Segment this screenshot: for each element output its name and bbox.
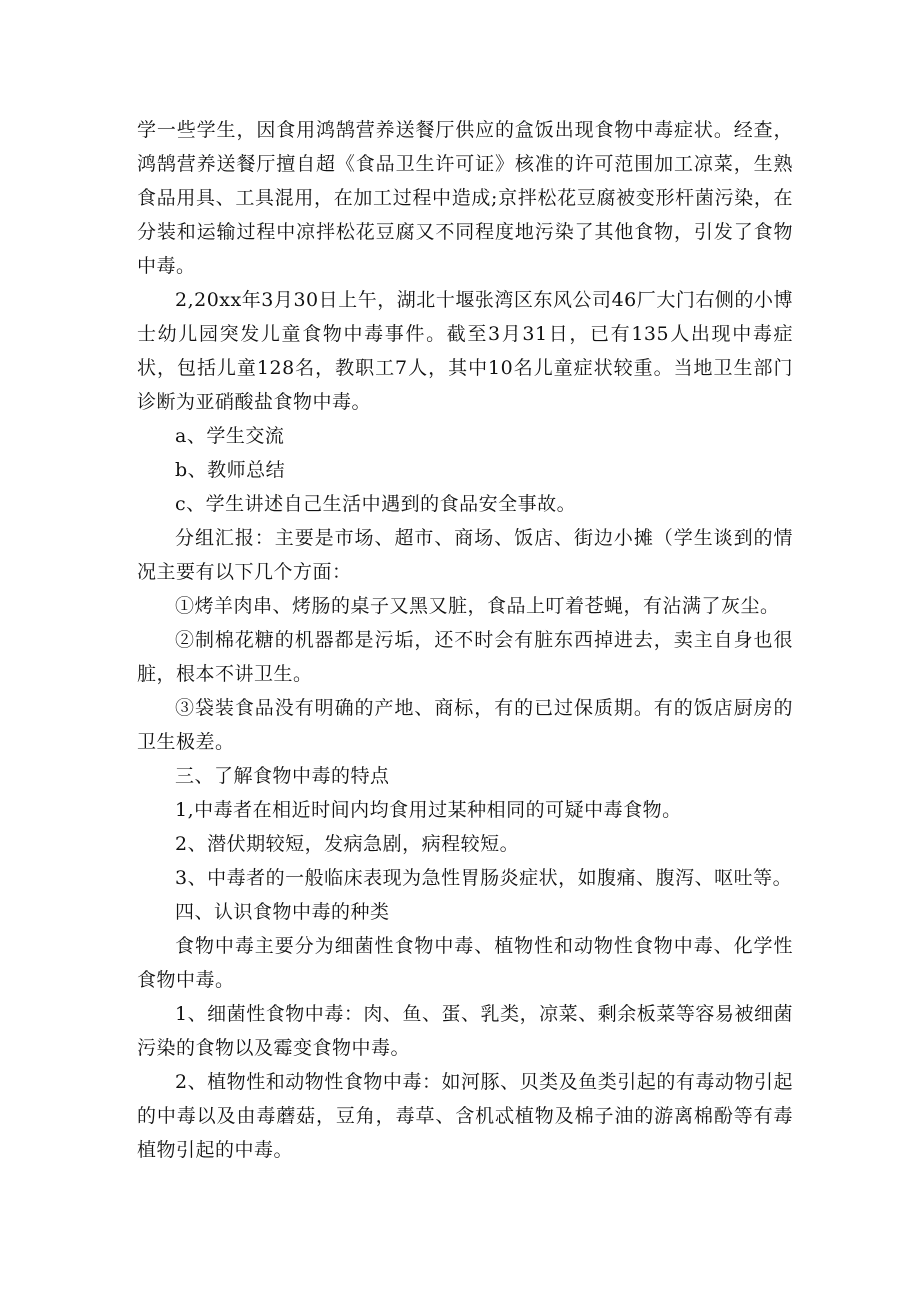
paragraph-incident-1-continued: 学一些学生，因食用鸿鹄营养送餐厅供应的盒饭出现食物中毒症状。经查，鸿鹄营养送餐厅擅自超《食品卫生许可证》核准的许可范围加工凉菜，生熟食品用具、工具混用，在加工过程中造成;京拌松花豆腐被变形杆菌污染，在分装和运输过程中凉拌松花豆腐又不同程度地污染了其他食物，引发了食物中毒。 (137, 119, 793, 277)
list-item-c: c、学生讲述自己生活中遇到的食品安全事故。 (175, 493, 577, 515)
paragraph-incident-2: 2,20xx年3月30日上午，湖北十堰张湾区东风公司46厂大门右侧的小博士幼儿园突发儿童食物中毒事件。截至3月31日，已有135人出现中毒症状，包括儿童128名，教职工7人，其中10名儿童症状较重。当地卫生部门诊断为亚硝酸盐食物中毒。 (137, 289, 793, 413)
paragraph-types-intro: 食物中毒主要分为细菌性食物中毒、植物性和动物性食物中毒、化学性食物中毒。 (137, 935, 793, 991)
type-item-2: 2、植物性和动物性食物中毒：如河豚、贝类及鱼类引起的有毒动物引起的中毒以及由毒蘑菇，豆角，毒草、含机忒植物及棉子油的游离棉酚等有毒植物引起的中毒。 (137, 1071, 793, 1161)
list-item-b: b、教师总结 (175, 459, 286, 481)
section-heading-3: 三、了解食物中毒的特点 (175, 765, 390, 787)
feature-item-2: 2、潜伏期较短，发病急剧，病程较短。 (175, 833, 520, 855)
feature-item-1: 1,中毒者在相近时间内均食用过某种相同的可疑中毒食物。 (175, 799, 682, 821)
document-body (137, 113, 793, 1167)
report-point-2: ②制棉花糖的机器都是污垢，还不时会有脏东西掉进去，卖主自身也很脏，根本不讲卫生。 (137, 629, 793, 685)
feature-item-3: 3、中毒者的一般临床表现为急性胃肠炎症状，如腹痛、腹泻、呕吐等。 (175, 867, 793, 889)
section-heading-4: 四、认识食物中毒的种类 (175, 901, 390, 923)
paragraph-group-report: 分组汇报：主要是市场、超市、商场、饭店、街边小摊（学生谈到的情况主要有以下几个方面： (137, 527, 793, 583)
report-point-1: ①烤羊肉串、烤肠的桌子又黑又脏，食品上叮着苍蝇，有沾满了灰尘。 (175, 595, 780, 617)
report-point-3: ③袋装食品没有明确的产地、商标，有的已过保质期。有的饭店厨房的卫生极差。 (137, 697, 793, 753)
list-item-a: a、学生交流 (175, 425, 285, 447)
type-item-1: 1、细菌性食物中毒：肉、鱼、蛋、乳类，凉菜、剩余板菜等容易被细菌污染的食物以及霉变食物中毒。 (137, 1003, 793, 1059)
